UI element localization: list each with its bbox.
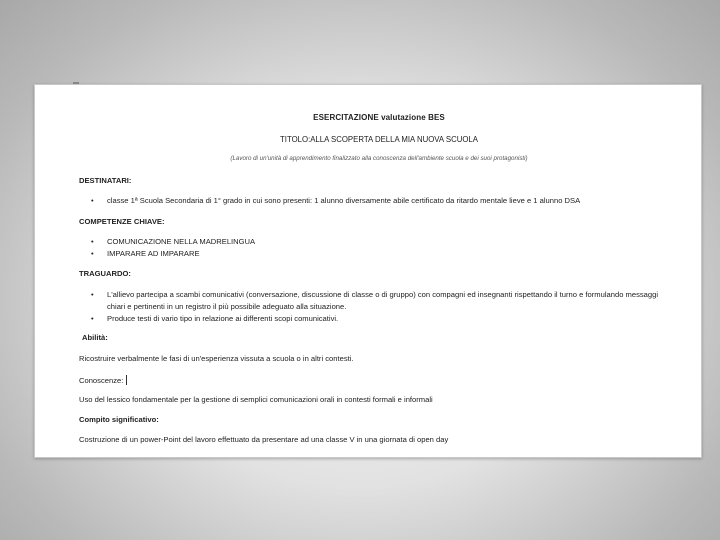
- competenze-item: IMPARARE AD IMPARARE: [107, 249, 200, 258]
- bullet-icon: •: [91, 196, 94, 205]
- bullet-icon: •: [91, 249, 94, 258]
- conoscenze-heading: Conoscenze:: [79, 376, 124, 385]
- traguardo-item: Produce testi di vario tipo in relazione ai differenti scopi comunicativi.: [107, 314, 339, 323]
- abilita-text: Ricostruire verbalmente le fasi di un'esperienza vissuta a scuola o in altri contesti.: [79, 354, 354, 363]
- destinatari-item: classe 1ª Scuola Secondaria di 1° grado in cui sono presenti: 1 alunno diversamente abile certificato da ritardo mentale lieve e 1 alunno DSA: [107, 196, 581, 205]
- competenze-heading: COMPETENZE CHIAVE:: [79, 217, 165, 226]
- bullet-icon: •: [91, 290, 94, 299]
- destinatari-heading: DESTINATARI:: [79, 176, 132, 185]
- document-main-title: TITOLO:ALLA SCOPERTA DELLA MIA NUOVA SCUOLA: [280, 135, 478, 144]
- text-cursor: [126, 375, 127, 385]
- compito-heading: Compito significativo:: [79, 415, 159, 424]
- traguardo-item: L'allievo partecipa a scambi comunicativi (conversazione, discussione di classe o di gruppo) con compagni ed insegnanti rispettando il turno e formulando messaggi: [107, 290, 659, 299]
- document-description: (Lavoro di un'unità di apprendimento finalizzato alla conoscenza dell'ambiente scuola e dei suoi protagonisti): [230, 155, 528, 162]
- traguardo-item-continuation: chiari e pertinenti in un registro il più possibile adeguato alla situazione.: [107, 302, 347, 311]
- abilita-heading: Abilità:: [82, 333, 108, 342]
- compito-text: Costruzione di un power-Point del lavoro effettuato da presentare ad una classe V in una giornata di open day: [79, 435, 449, 444]
- conoscenze-text: Uso del lessico fondamentale per la gestione di semplici comunicazioni orali in contesti formali e informali: [79, 395, 433, 404]
- conoscenze-row: [79, 375, 127, 385]
- traguardo-heading: TRAGUARDO:: [79, 269, 131, 278]
- document-image: [34, 84, 702, 458]
- document-title: ESERCITAZIONE valutazione BES: [313, 113, 445, 122]
- competenze-item: COMUNICAZIONE NELLA MADRELINGUA: [107, 237, 256, 246]
- bullet-icon: •: [91, 237, 94, 246]
- bullet-icon: •: [91, 314, 94, 323]
